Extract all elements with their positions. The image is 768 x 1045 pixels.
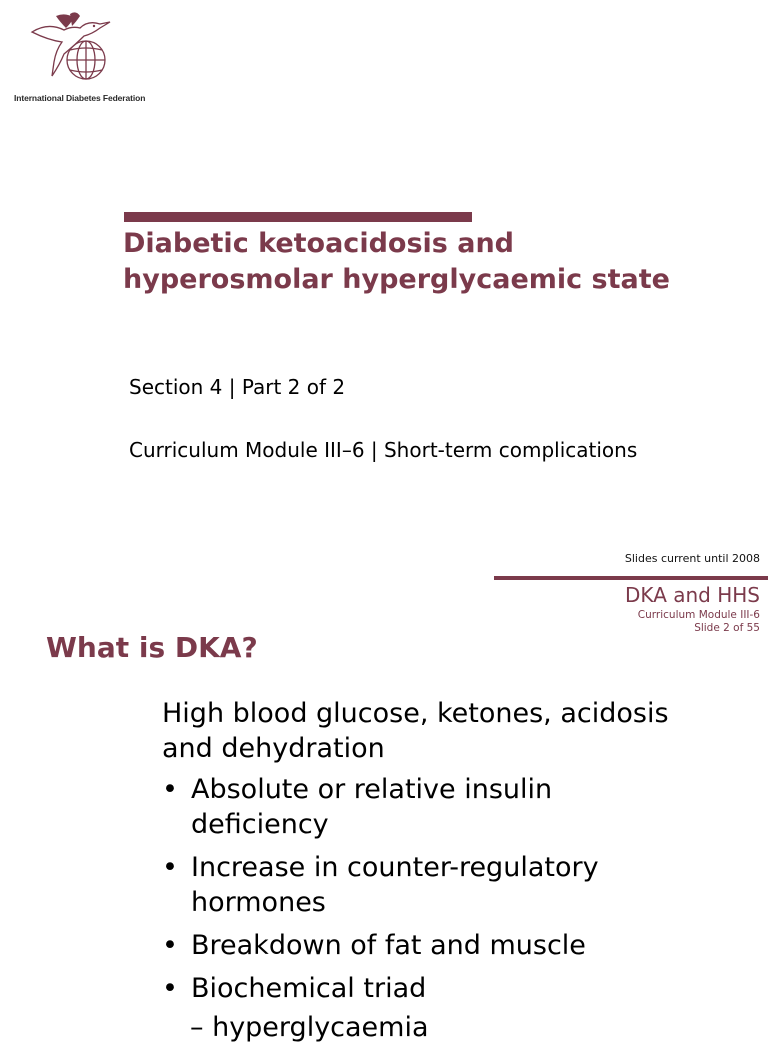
- list-item: [162, 772, 762, 842]
- bullet-text-line1: Absolute or relative insulin: [191, 774, 553, 805]
- list-item: [162, 971, 762, 1006]
- header-accent-bar: [494, 576, 768, 580]
- bullet-text-line1: Increase in counter-regulatory: [191, 852, 599, 883]
- slides-current-note: Slides current until 2008: [624, 552, 760, 565]
- list-item: [162, 928, 762, 963]
- bullet-text-line1: Breakdown of fat and muscle: [191, 930, 586, 961]
- intro-line2: and dehydration: [162, 733, 385, 764]
- slide-title: [123, 226, 763, 298]
- bullet-text-line1: Biochemical triad: [191, 973, 427, 1004]
- bullet-icon: •: [162, 852, 178, 883]
- module-label: Curriculum Module III–6 | Short-term complications: [129, 438, 638, 462]
- list-item: [162, 850, 762, 920]
- slide-title-line1: Diabetic ketoacidosis and: [123, 228, 515, 259]
- header-title: DKA and HHS: [625, 583, 760, 607]
- bullet-list: [162, 772, 762, 1014]
- slide-title-line2: hyperosmolar hyperglycaemic state: [123, 264, 670, 295]
- bullet-text-line2: deficiency: [191, 809, 329, 840]
- intro-line1: High blood glucose, ketones, acidosis: [162, 698, 669, 729]
- bullet-icon: •: [162, 930, 178, 961]
- content-heading: What is DKA?: [46, 631, 258, 664]
- header-module: Curriculum Module III-6: [637, 609, 760, 621]
- idf-logo: [14, 10, 174, 106]
- hummingbird-globe-logo-icon: [30, 10, 114, 84]
- header-slide-number: Slide 2 of 55: [694, 622, 760, 634]
- bullet-text-line2: hormones: [191, 887, 326, 918]
- bullet-icon: •: [162, 774, 178, 805]
- sub-bullet-text: – hyperglycaemia: [190, 1012, 429, 1043]
- intro-text: [162, 696, 762, 766]
- section-label: Section 4 | Part 2 of 2: [129, 375, 346, 399]
- title-accent-bar: [124, 212, 472, 222]
- organization-name: International Diabetes Federation: [14, 93, 146, 103]
- bullet-icon: •: [162, 973, 178, 1004]
